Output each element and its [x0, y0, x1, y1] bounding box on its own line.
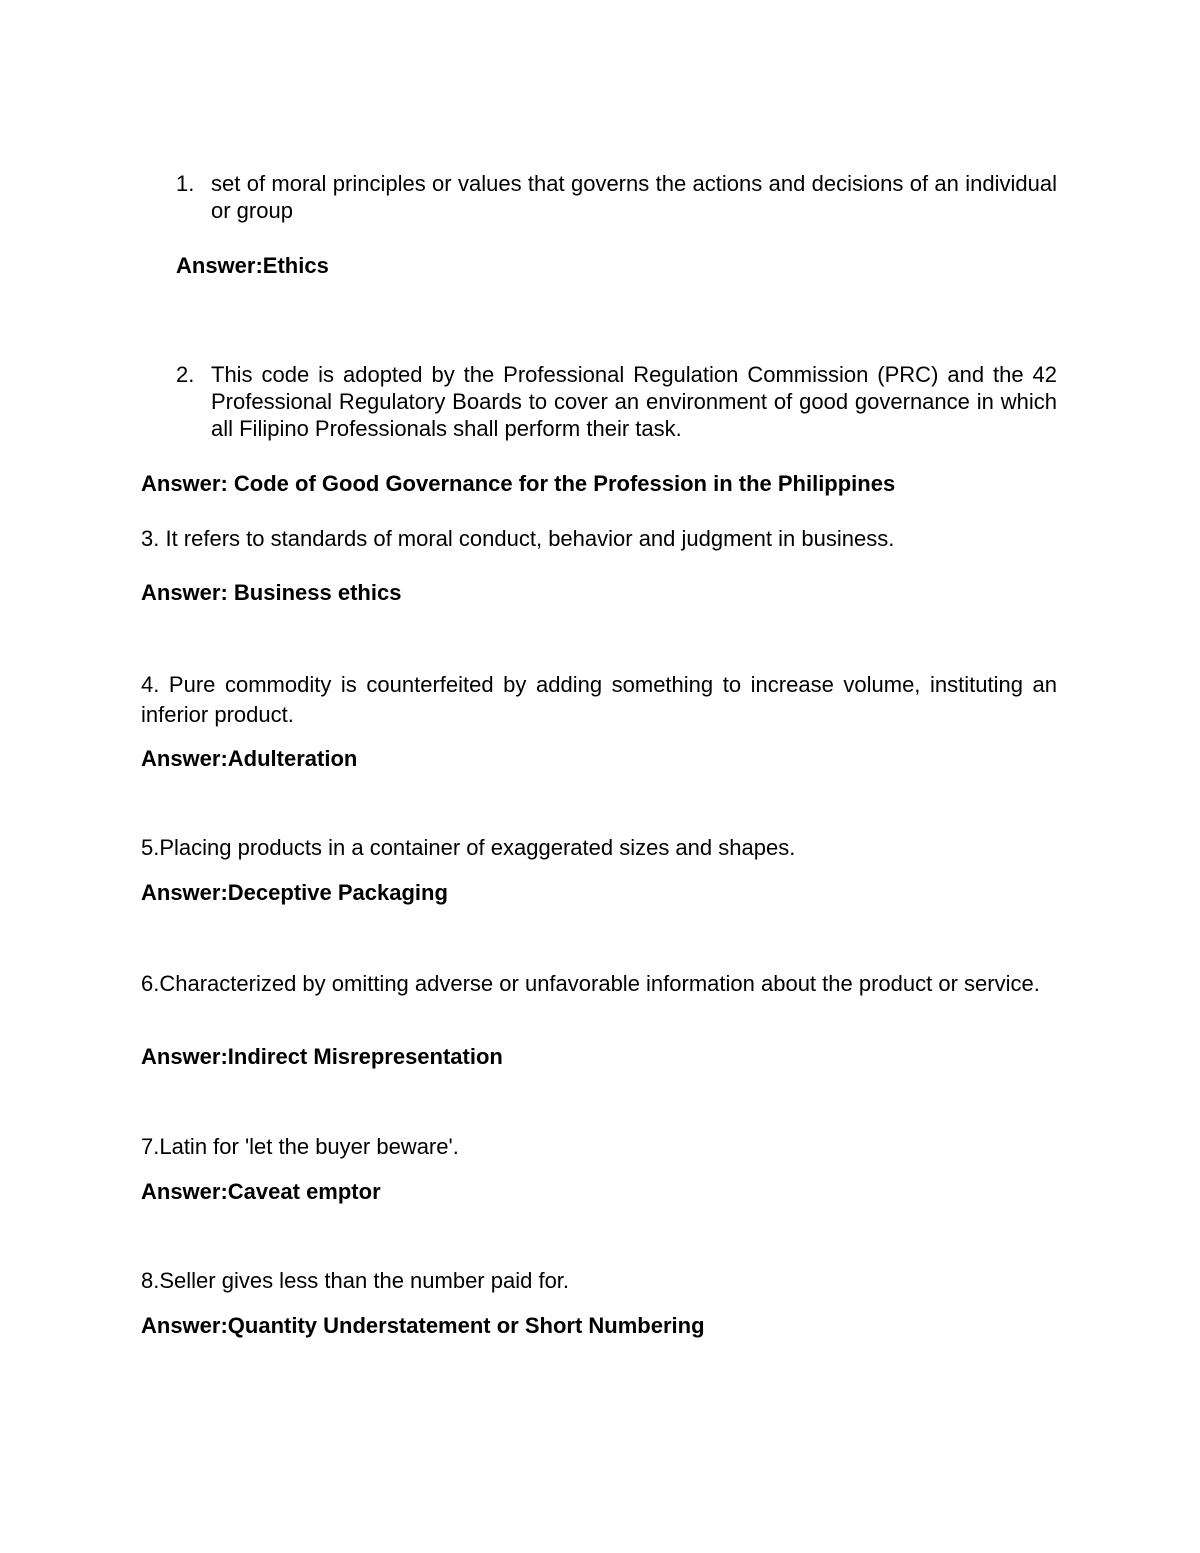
answer-7: Answer:Caveat emptor	[141, 1179, 381, 1204]
question-2-text: This code is adopted by the Professional Regulation Commission (PRC) and the 42 Professional Regulatory Boards to cover an environment of good governance in which all Filipino Professionals shall perform their task.	[211, 362, 1057, 441]
answer-5: Answer:Deceptive Packaging	[141, 880, 448, 905]
answer-1: Answer:Ethics	[176, 253, 329, 278]
question-1-number: 1.	[176, 171, 195, 196]
question-6-text: 6.Characterized by omitting adverse or unfavorable information about the product or service.	[141, 971, 1040, 996]
answer-8: Answer:Quantity Understatement or Short Numbering	[141, 1313, 705, 1338]
answer-6: Answer:Indirect Misrepresentation	[141, 1044, 503, 1069]
question-3-text: 3. It refers to standards of moral conduct, behavior and judgment in business.	[141, 526, 895, 551]
answer-2: Answer: Code of Good Governance for the Profession in the Philippines	[141, 471, 896, 496]
answer-4: Answer:Adulteration	[141, 746, 358, 771]
answer-3: Answer: Business ethics	[141, 580, 402, 605]
question-4-text: 4. Pure commodity is counterfeited by adding something to increase volume, instituting an inferior product.	[141, 672, 1057, 727]
question-7-text: 7.Latin for 'let the buyer beware'.	[141, 1134, 459, 1159]
question-5-text: 5.Placing products in a container of exaggerated sizes and shapes.	[141, 835, 796, 860]
question-2-number: 2.	[176, 362, 195, 387]
question-8-text: 8.Seller gives less than the number paid for.	[141, 1268, 570, 1293]
question-1-text: set of moral principles or values that governs the actions and decisions of an individual or group	[211, 171, 1057, 223]
